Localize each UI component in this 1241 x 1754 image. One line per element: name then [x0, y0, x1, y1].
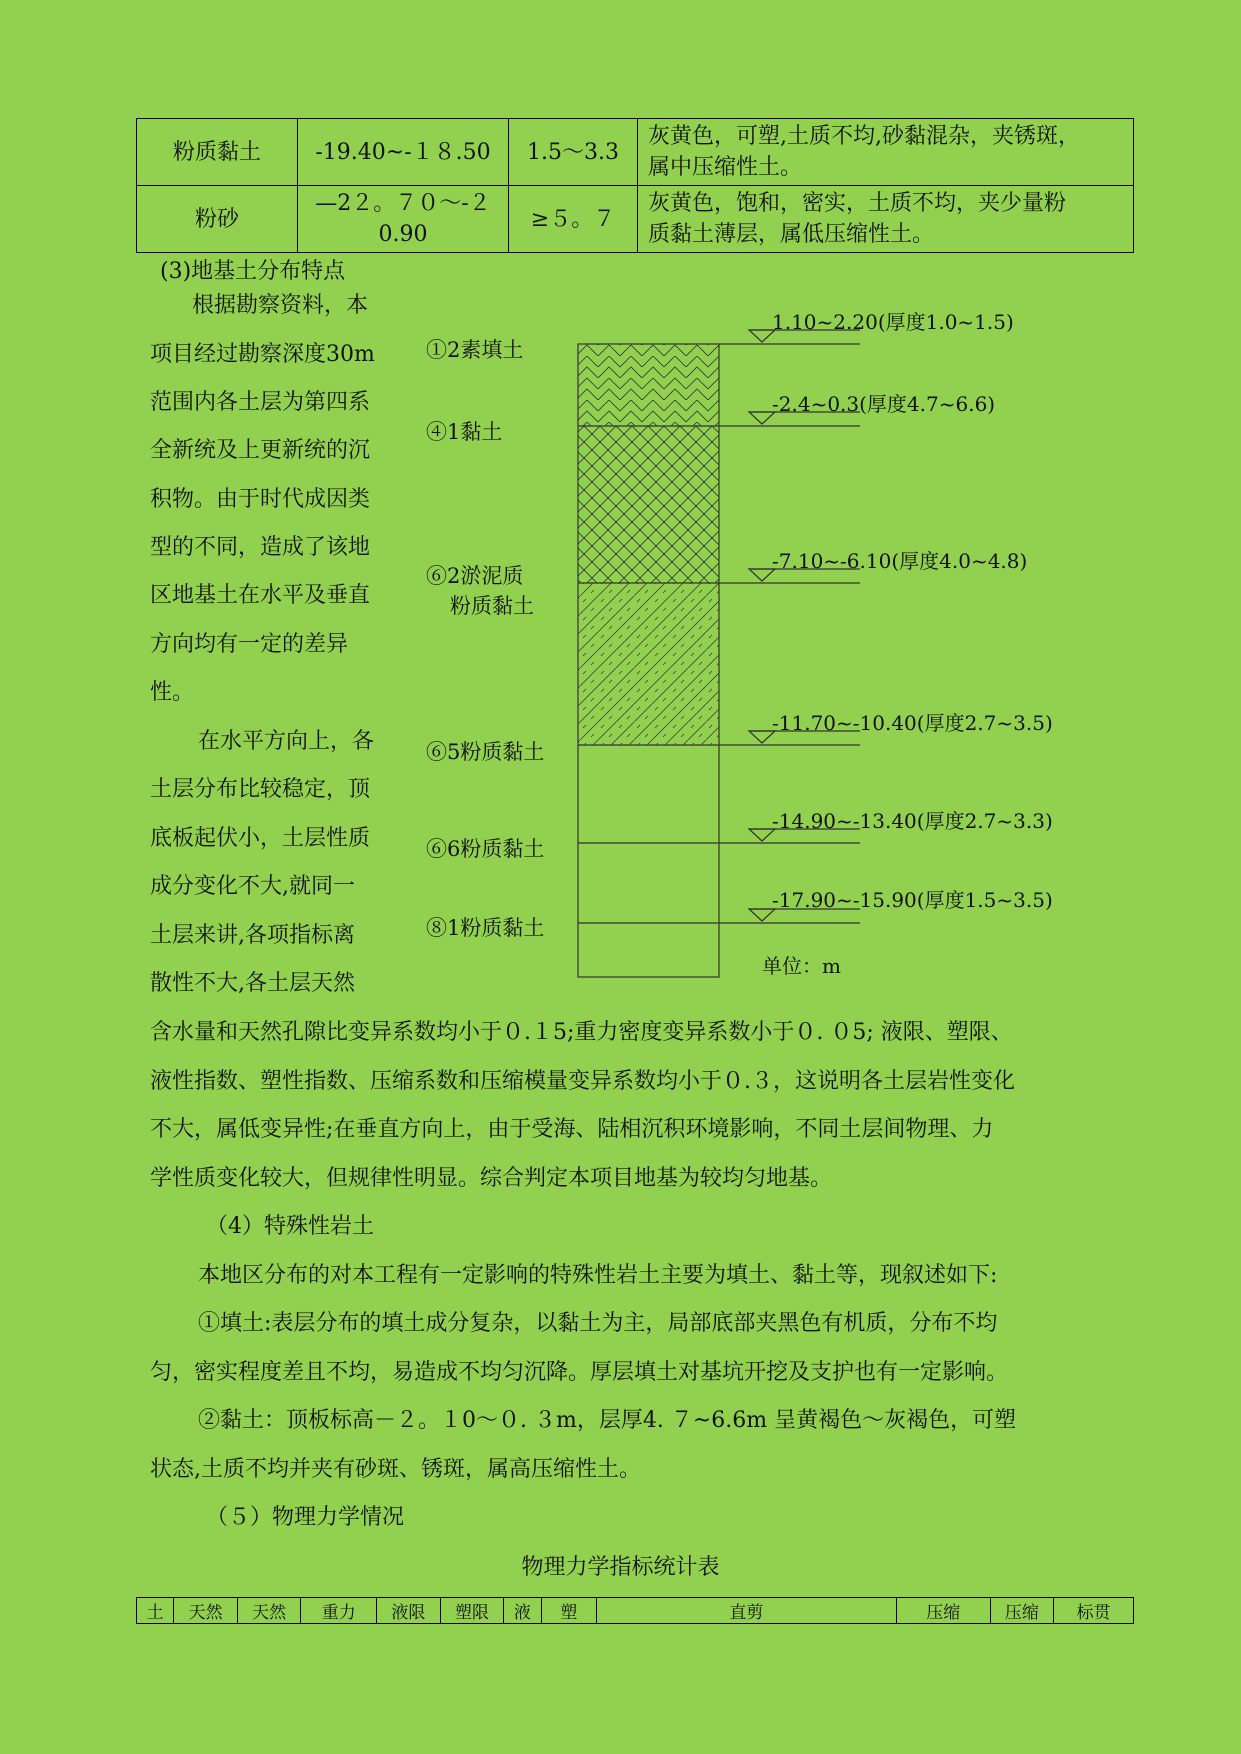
body-line: 成分变化不大,就同一: [150, 874, 355, 899]
body-line: 项目经过勘察深度30m: [150, 342, 375, 367]
elevation-cell: -19.40~-１８.50: [298, 119, 509, 186]
body-line: 全新统及上更新统的沉: [150, 438, 371, 463]
layer-fill-clay: [578, 426, 719, 583]
table-row: [137, 186, 1134, 253]
elevation-label: -17.90~-15.90(厚度1.5~3.5): [772, 888, 1053, 912]
layer-label: ④1黏土: [426, 420, 503, 444]
elevation-line: 0.90: [378, 222, 428, 247]
description-cell: [638, 186, 1134, 253]
body-line: 积物。由于时代成因类: [150, 487, 371, 512]
value-cell: ≥５。７: [509, 186, 638, 253]
elevation-line: —2２。７０～-２: [315, 191, 491, 216]
description-line: 质黏土薄层，属低压缩性土。: [648, 222, 935, 247]
soil-name-cell: 粉质黏土: [137, 119, 298, 186]
soil-layer-table: [136, 118, 1134, 253]
layer-fill-fill-soil: [578, 344, 719, 426]
table-header-row: [137, 1598, 1134, 1624]
column-header: 压缩: [896, 1598, 990, 1624]
body-line: 本地区分布的对本工程有一定影响的特殊性岩土主要为填土、黏土等，现叙述如下:: [198, 1263, 998, 1288]
layer-label: ⑥2淤泥质: [426, 564, 524, 588]
column-header: 塑: [541, 1598, 597, 1624]
elevation-label: -14.90~-13.40(厚度2.7~3.3): [772, 809, 1053, 833]
description-cell: [638, 119, 1134, 186]
body-line: 土层分布比较稳定，顶: [150, 777, 371, 802]
body-line: 散性不大,各土层天然: [150, 971, 355, 996]
body-line: 含水量和天然孔隙比变异系数均小于０.１5;重力密度变异系数小于０. ０5; 液限、塑限、: [150, 1020, 1013, 1045]
body-line: 型的不同，造成了该地: [150, 535, 371, 560]
description-line: 属中压缩性土。: [648, 155, 803, 180]
body-line: 状态,土质不均并夹有砂斑、锈斑，属高压缩性土。: [150, 1457, 641, 1482]
layer-label: 粉质黏土: [450, 594, 534, 618]
column-header: 天然: [174, 1598, 238, 1624]
body-line: ①填土:表层分布的填土成分复杂，以黏土为主，局部底部夹黑色有机质，分布不均: [198, 1311, 998, 1336]
section-heading: (3)地基土分布特点: [160, 259, 346, 284]
table-title: 物理力学指标统计表: [521, 1555, 720, 1580]
body-line: 土层来讲,各项指标离: [150, 923, 355, 948]
column-header: 液: [504, 1598, 541, 1624]
elevation-cell: [298, 186, 509, 253]
column-header: 标贯: [1054, 1598, 1134, 1624]
body-line: 性。: [150, 680, 195, 705]
layer-label: ①2素填土: [426, 338, 524, 362]
description-line: 灰黄色，饱和，密实，土质不均，夹少量粉: [648, 191, 1067, 216]
body-line: 在水平方向上，各: [198, 729, 375, 754]
body-line: 学性质变化较大，但规律性明显。综合判定本项目地基为较均匀地基。: [150, 1166, 833, 1191]
physical-mechanics-table: [136, 1597, 1134, 1624]
body-line: 匀，密实程度差且不均，易造成不均匀沉降。厚层填土对基坑开挖及支护也有一定影响。: [150, 1360, 1009, 1385]
unit-label: 单位：m: [762, 954, 841, 978]
column-header: 直剪: [597, 1598, 897, 1624]
layer-label: ⑥5粉质黏土: [426, 740, 545, 764]
section-heading: （4）特殊性岩土: [206, 1214, 374, 1239]
column-header: 天然: [237, 1598, 301, 1624]
table-row: [137, 119, 1134, 186]
body-line: 方向均有一定的差异: [150, 632, 349, 657]
body-line: 不大，属低变异性;在垂直方向上，由于受海、陆相沉积环境影响，不同土层间物理、力: [150, 1117, 994, 1142]
layer-label: ⑧1粉质黏土: [426, 916, 545, 940]
column-header: 重力: [301, 1598, 377, 1624]
body-line: 根据勘察资料，本: [192, 293, 369, 318]
column-header: 液限: [377, 1598, 441, 1624]
elevation-label: -7.10~-6.10(厚度4.0~4.8): [772, 549, 1028, 573]
elevation-label: -11.70~-10.40(厚度2.7~3.5): [772, 711, 1053, 735]
body-line: ②黏土：顶板标高－２。１0～０. ３m，层厚4. ７~6.6m 呈黄褐色～灰褐色，可塑: [198, 1408, 1017, 1433]
body-line: 底板起伏小，土层性质: [150, 826, 371, 851]
layer-label: ⑥6粉质黏土: [426, 837, 545, 861]
column-header: 土: [137, 1598, 174, 1624]
soil-name-cell: 粉砂: [137, 186, 298, 253]
layer-fill-silty-clay: [578, 583, 719, 745]
body-line: 范围内各土层为第四系: [150, 390, 371, 415]
column-header: 塑限: [440, 1598, 504, 1624]
column-header: 压缩: [990, 1598, 1054, 1624]
elevation-label: 1.10~2.20(厚度1.0~1.5): [772, 310, 1014, 334]
elevation-label: -2.4~0.3(厚度4.7~6.6): [772, 392, 996, 416]
section-heading: （５）物理力学情况: [206, 1505, 405, 1530]
value-cell: 1.5～3.3: [509, 119, 638, 186]
body-line: 液性指数、塑性指数、压缩系数和压缩模量变异系数均小于０.３，这说明各土层岩性变化: [150, 1069, 1015, 1094]
description-line: 灰黄色，可塑,土质不均,砂黏混杂，夹锈斑，: [648, 124, 1080, 149]
body-line: 区地基土在水平及垂直: [150, 583, 371, 608]
